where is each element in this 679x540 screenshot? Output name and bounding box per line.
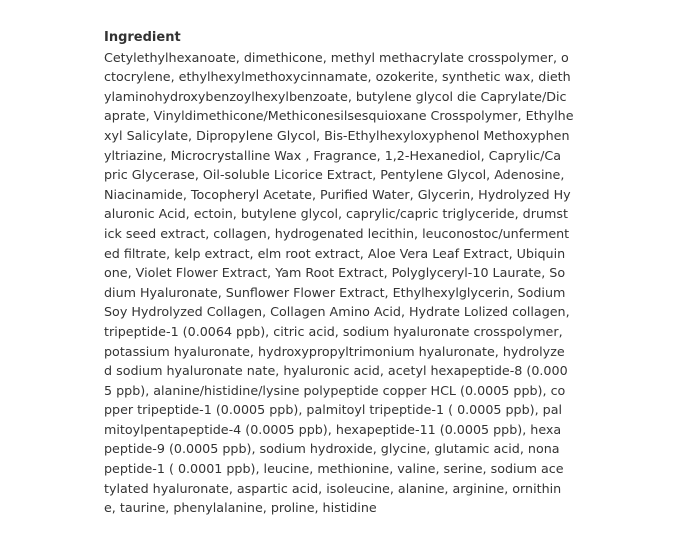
ingredient-heading: Ingredient (104, 30, 181, 45)
ingredient-list-text: Cetylethylhexanoate, dimethicone, methyl methacrylate crosspolymer, o ctocrylene, ethylhexylmethoxycinnamate, ozokerite, synthetic wax, dieth ylaminohydroxybenzoylhexylbenzoate, butylene glycol die Caprylate/Dic aprate, Vinyldimethicone/Methiconesilsesquioxane Crosspolymer, Ethylhe xyl Salicylate, Dipropylene Glycol, Bis-Ethylhexyloxyphenol Methoxyphen yltriazine, Microcrystalline Wax , Fragrance, 1,2-Hexanediol, Caprylic/Ca pric Glycerase, Oil-soluble Licorice Extract, Pentylene Glycol, Adenosine, Niacinamide, Tocopheryl Acetate, Purified Water, Glycerin, Hydrolyzed Hy aluronic Acid, ectoin, butylene glycol, caprylic/capric triglyceride, drumst ick seed extract, collagen, hydrogenated lecithin, leuconostoc/unferment ed filtrate, kelp extract, elm root extract, Aloe Vera Leaf Extract, Ubiquin one, Violet Flower Extract, Yam Root Extract, Polyglyceryl-10 Laurate, So dium Hyaluronate, Sunflower Flower Extract, Ethylhexylglycerin, Sodium Soy Hydrolyzed Collagen, Collagen Amino Acid, Hydrate Lolized collagen, tripeptide-1 (0.0064 ppb), citric acid, sodium hyaluronate crosspolymer, potassium hyaluronate, hydroxypropyltrimonium hyaluronate, hydrolyze d sodium hyaluronate nate, hyaluronic acid, acetyl hexapeptide-8 (0.000 5 ppb), alanine/histidine/lysine polypeptide copper HCL (0.0005 ppb), co pper tripeptide-1 (0.0005 ppb), palmitoyl tripeptide-1 ( 0.0005 ppb), pal mitoylpentapeptide-4 (0.0005 ppb), hexapeptide-11 (0.0005 ppb), hexa peptide-9 (0.0005 ppb), sodium hydroxide, glycine, glutamic acid, nona peptide-1 ( 0.0001 ppb), leucine, methionine, valine, serine, sodium ace tylated hyaluronate, aspartic acid, isoleucine, alanine, arginine, ornithin e, taurine, phenylalanine, proline, histidine (104, 49, 574, 516)
ingredient-section (104, 28, 600, 518)
